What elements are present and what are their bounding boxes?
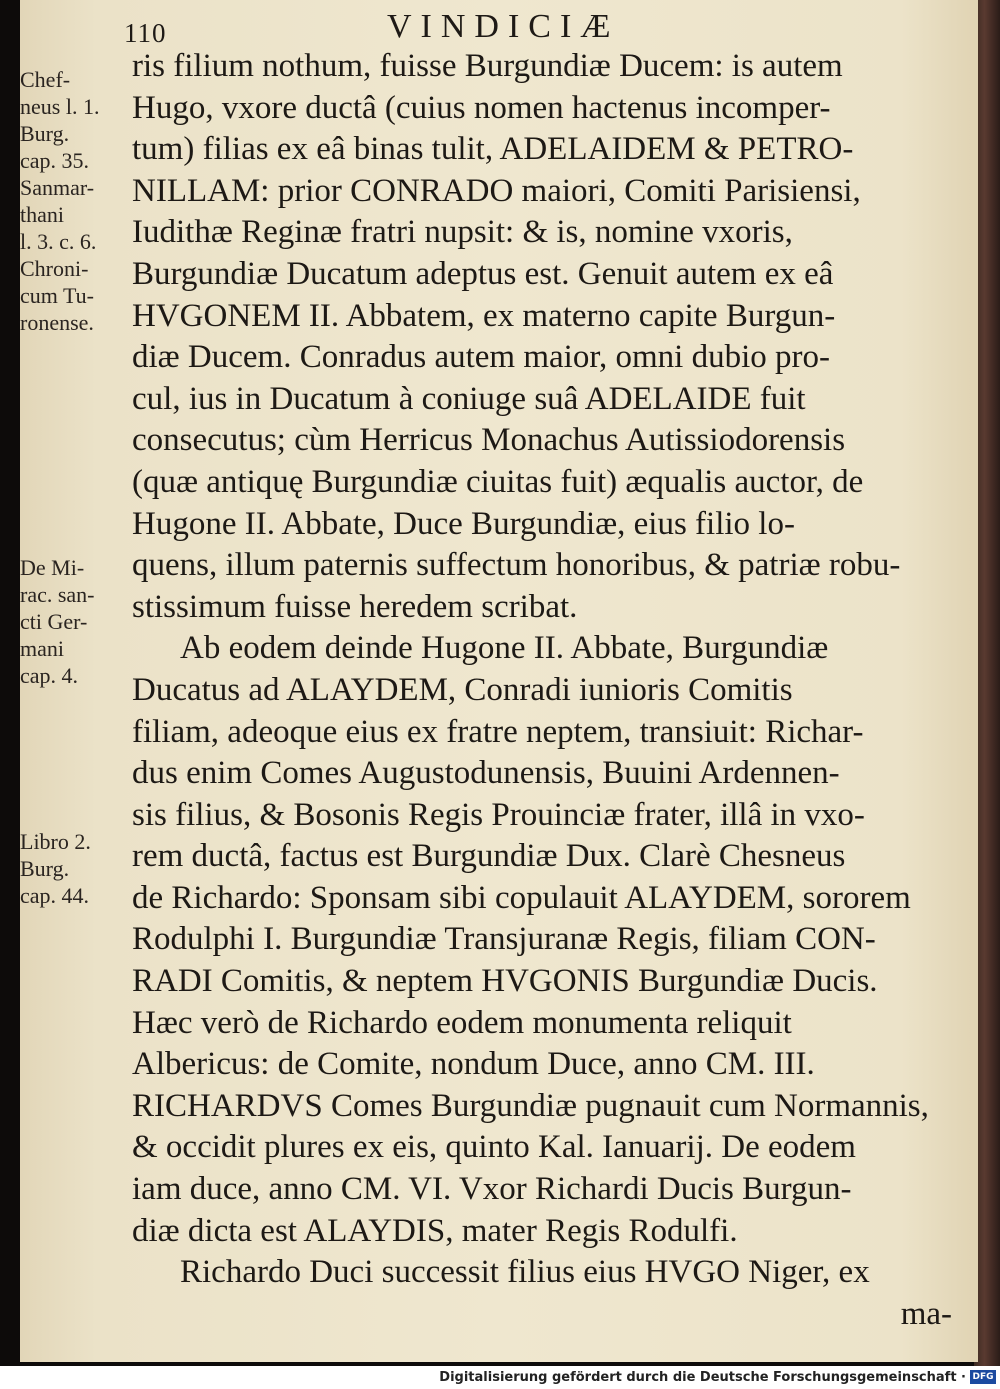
page-header	[20, 6, 978, 46]
text-line: de Richardo: Sponsam sibi copulauit ALAYDEM, sororem	[132, 879, 911, 916]
text-line: diæ dicta est ALAYDIS, mater Regis Rodulfi.	[132, 1212, 738, 1249]
text-line: diæ Ducem. Conradus autem maior, omni dubio pro-	[132, 339, 830, 376]
margin-line: mani	[20, 636, 64, 661]
margin-line: rac. san-	[20, 582, 95, 607]
margin-line: cap. 4.	[20, 663, 79, 688]
margin-line: Chef-	[20, 67, 71, 92]
text-line: Iudithæ Reginæ fratri nupsit: & is, nomine vxoris,	[132, 214, 793, 251]
text-line: Hugone II. Abbate, Duce Burgundiæ, eius filio lo-	[132, 505, 795, 542]
text-line: Ducatus ad ALAYDEM, Conradi iunioris Comitis	[132, 671, 793, 708]
text-line: sis filius, & Bosonis Regis Prouinciæ frater, illâ in vxo-	[132, 796, 865, 833]
text-line: quens, illum paternis suffectum honoribus, & patriæ robu-	[132, 547, 901, 584]
text-line: rem ductâ, factus est Burgundiæ Dux. Clarè Chesneus	[132, 838, 846, 875]
margin-line: cap. 35.	[20, 148, 90, 173]
text-line: consecutus; cùm Herricus Monachus Autissiodorensis	[132, 422, 846, 459]
text-line: tum) filias ex eâ binas tulit, ADELAIDEM & PETRO-	[132, 131, 854, 168]
text-line: dus enim Comes Augustodunensis, Buuini Ardennen-	[132, 755, 840, 792]
margin-line: thani	[20, 202, 64, 227]
text-line: stissimum fuisse heredem scribat.	[132, 588, 578, 625]
text-line: RICHARDVS Comes Burgundiæ pugnauit cum Normannis,	[132, 1087, 929, 1124]
margin-line: l. 3. c. 6.	[20, 229, 97, 254]
margin-line: Sanmar-	[20, 175, 95, 200]
margin-line: cap. 44.	[20, 883, 90, 908]
dfg-logo: DFG	[970, 1370, 996, 1384]
text-line: HVGONEM II. Abbatem, ex materno capite Burgun-	[132, 297, 836, 334]
text-line: ris filium nothum, fuisse Burgundiæ Ducem: is autem	[132, 48, 843, 84]
digitization-footer	[0, 1366, 1000, 1389]
text-line: Rodulphi I. Burgundiæ Transjuranæ Regis, filiam CON-	[132, 921, 876, 958]
paragraph-start-line: Ab eodem deinde Hugone II. Abbate, Burgundiæ	[180, 630, 829, 667]
text-line: NILLAM: prior CONRADO maiori, Comiti Parisiensi,	[132, 172, 861, 209]
text-line: iam duce, anno CM. VI. Vxor Richardi Ducis Burgun-	[132, 1171, 852, 1208]
margin-line: cum Tu-	[20, 283, 94, 308]
body-text	[132, 46, 952, 1335]
catchword: ma-	[900, 1295, 952, 1332]
text-line: cul, ius in Ducatum à coniuge suâ ADELAIDE fuit	[132, 380, 806, 417]
margin-line: Burg.	[20, 121, 70, 146]
margin-line: Libro 2.	[20, 829, 91, 854]
text-line: RADI Comitis, & neptem HVGONIS Burgundiæ Ducis.	[132, 963, 878, 1000]
margin-note-1	[20, 66, 124, 336]
text-line: Albericus: de Comite, nondum Duce, anno CM. III.	[132, 1046, 815, 1083]
text-line: & occidit plures ex eis, quinto Kal. Ianuarij. De eodem	[132, 1129, 856, 1166]
margin-line: Burg.	[20, 856, 70, 881]
margin-line: neus l. 1.	[20, 94, 100, 119]
margin-line: Chroni-	[20, 256, 89, 281]
margin-note-3	[20, 828, 124, 909]
running-title: VINDICIÆ	[387, 8, 620, 45]
margin-line: ronense.	[20, 310, 94, 335]
text-line: Burgundiæ Ducatum adeptus est. Genuit autem ex eâ	[132, 255, 834, 292]
funding-credit: Digitalisierung gefördert durch die Deutsche Forschungsgemeinschaft ·	[439, 1370, 966, 1385]
page-number: 110	[124, 18, 167, 48]
text-line: filiam, adeoque eius ex fratre neptem, transiuit: Richar-	[132, 713, 864, 750]
text-line: Hugo, vxore ductâ (cuius nomen hactenus incomper-	[132, 89, 831, 126]
margin-line: De Mi-	[20, 555, 85, 580]
paragraph-start-line: Richardo Duci successit filius eius HVGO Niger, ex	[180, 1254, 870, 1291]
margin-note-2	[20, 554, 124, 689]
text-line: (quæ antiquę Burgundiæ ciuitas fuit) æqualis auctor, de	[132, 463, 864, 500]
text-line: Hæc verò de Richardo eodem monumenta reliquit	[132, 1004, 792, 1041]
margin-line: cti Ger-	[20, 609, 88, 634]
book-page	[20, 0, 978, 1362]
